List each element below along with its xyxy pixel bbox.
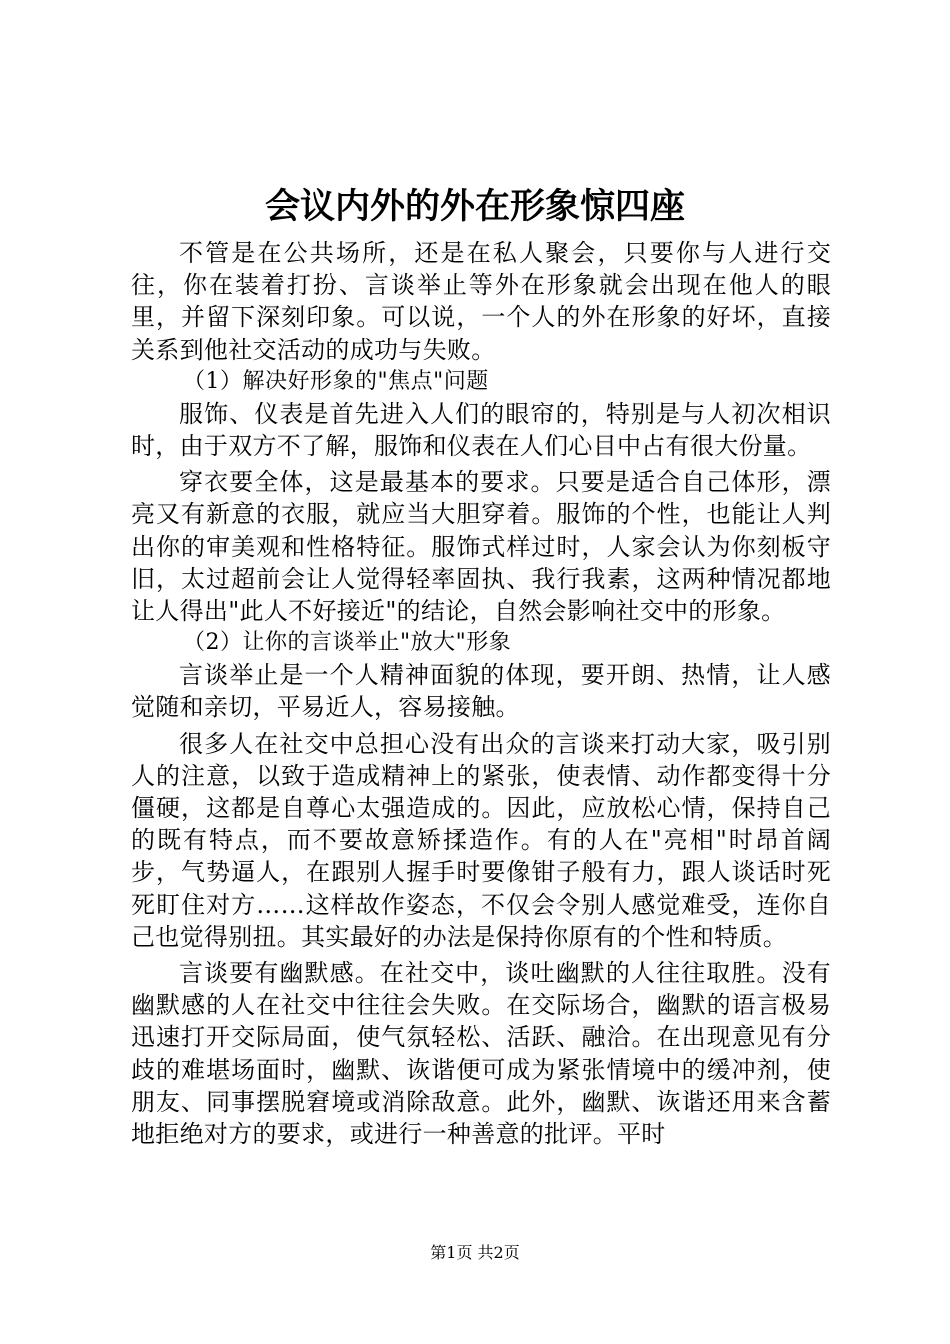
document-body: [131, 237, 831, 1150]
section-heading-2: （2）让你的言谈举止"放大"形象: [183, 630, 512, 656]
paragraph-clothing: 穿衣要全体，这是最基本的要求。只要是适合自己体形，漂亮又有新意的衣服，就应当大胆穿着。服饰的个性，也能让人判出你的审美观和性格特征。服饰式样过时，人家会认为你刻板守旧，太过超前会让人觉得轻率固执、我行我素，这两种情况都地让人得出"此人不好接近"的结论，自然会影响社交中的形象。: [131, 468, 831, 626]
paragraph-appearance: 服饰、仪表是首先进入人们的眼帘的，特别是与人初次相识时，由于双方不了解，服饰和仪表在人们心目中占有很大份量。: [131, 399, 831, 461]
paragraph-nervousness: 很多人在社交中总担心没有出众的言谈来打动大家，吸引别人的注意，以致于造成精神上的紧张，使表情、动作都变得十分僵硬，这都是自尊心太强造成的。因此，应放松心情，保持自己的既有特点，而不要故意矫揉造作。有的人在"亮相"时昂首阔步，气势逼人，在跟别人握手时要像钳子般有力，跟人谈话时死死盯住对方……这样故作姿态，不仅会令别人感觉难受，连你自己也觉得别扭。其实最好的办法是保持你原有的个性和特质。: [131, 729, 831, 951]
document-title: 会议内外的外在形象惊四座: [264, 186, 685, 227]
paragraph-intro: 不管是在公共场所，还是在私人聚会，只要你与人进行交往，你在装着打扮、言谈举止等外在形象就会出现在他人的眼里，并留下深刻印象。可以说，一个人的外在形象的好坏，直接关系到他社交活动的成功与失败。: [131, 239, 831, 364]
paragraph-manner: 言谈举止是一个人精神面貌的体现，要开朗、热情，让人感觉随和亲切，平易近人，容易接触。: [131, 661, 831, 722]
section-heading-1: （1）解决好形象的"焦点"问题: [183, 368, 489, 394]
page-number-footer: 第1页 共2页: [430, 1243, 520, 1262]
paragraph-humor: 言谈要有幽默感。在社交中，谈吐幽默的人往往取胜。没有幽默感的人在社交中往往会失败。在交际场合，幽默的语言极易迅速打开交际局面，使气氛轻松、活跃、融洽。在出现意见有分歧的难堪场面时，幽默、诙谐便可成为紧张情境中的缓冲剂，使朋友、同事摆脱窘境或消除敌意。此外，幽默、诙谐还用来含蓄地拒绝对方的要求，或进行一种善意的批评。平时: [131, 959, 831, 1149]
